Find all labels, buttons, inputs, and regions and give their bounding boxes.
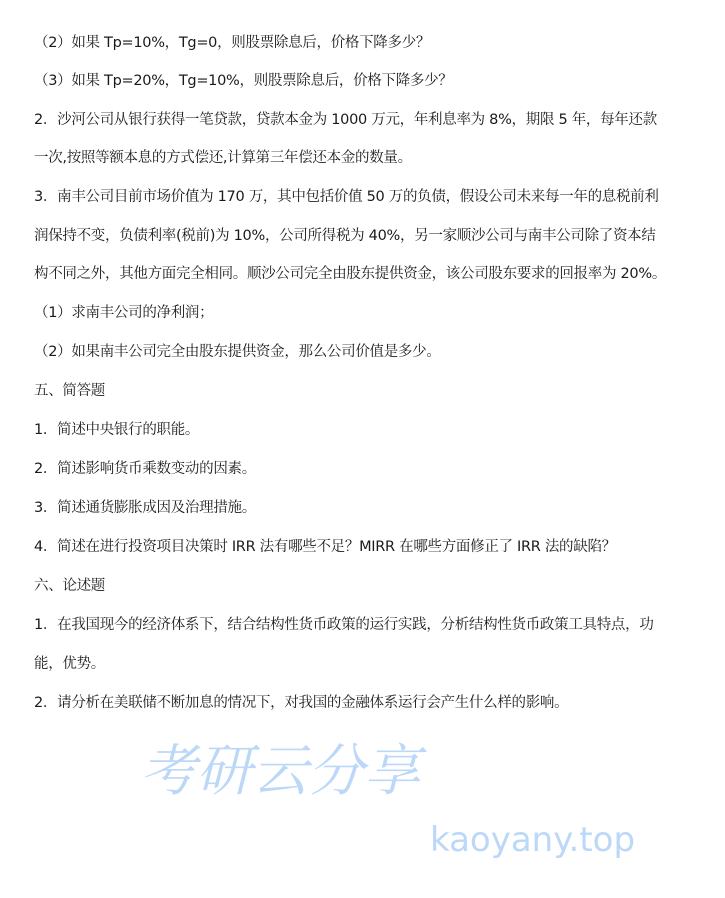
text-line: 构不同之外，其他方面完全相同。顺沙公司完全由股东提供资金，该公司股东要求的回报率为 20%。 xyxy=(34,266,667,282)
text-line: 一次,按照等额本息的方式偿还,计算第三年偿还本金的数量。 xyxy=(34,150,412,166)
text-line: （2）如果南丰公司完全由股东提供资金，那么公司价值是多少。 xyxy=(34,344,441,360)
text-line: 3．南丰公司目前市场价值为 170 万，其中包括价值 50 万的负债，假设公司未来每一年的息税前利 xyxy=(34,189,659,205)
text-line: 能，优势。 xyxy=(34,656,105,672)
text-line: 1．在我国现今的经济体系下，结合结构性货币政策的运行实践，分析结构性货币政策工具特点，功 xyxy=(34,617,654,633)
text-line: （2）如果 Tp=10%，Tg=0，则股票除息后，价格下降多少？ xyxy=(34,35,431,51)
text-line: 润保持不变，负债利率(税前)为 10%，公司所得税为 40%，另一家顺沙公司与南丰公司除了资本结 xyxy=(34,228,656,244)
text-line: 2．简述影响货币乘数变动的因素。 xyxy=(34,461,256,477)
text-line: 2．沙河公司从银行获得一笔贷款，贷款本金为 1000 万元，年利息率为 8%，期限 5 年，每年还款 xyxy=(34,112,657,128)
text-line: 五、简答题 xyxy=(34,383,105,399)
text-line: 3．简述通货膨胀成因及治理措施。 xyxy=(34,500,256,516)
text-line: 2．请分析在美联储不断加息的情况下，对我国的金融体系运行会产生什么样的影响。 xyxy=(34,695,569,711)
text-line: 六、论述题 xyxy=(34,578,105,594)
text-line: 1．简述中央银行的职能。 xyxy=(34,422,200,438)
text-line: 4．简述在进行投资项目决策时 IRR 法有哪些不足？MIRR 在哪些方面修正了 IRR 法的缺陷？ xyxy=(34,539,616,555)
watermark-url: kaoyany.top xyxy=(430,820,636,860)
text-line: （1）求南丰公司的净利润； xyxy=(34,305,214,321)
text-line: （3）如果 Tp=20%，Tg=10%，则股票除息后，价格下降多少？ xyxy=(34,73,453,89)
watermark-text: 考研云分享 xyxy=(140,739,420,804)
